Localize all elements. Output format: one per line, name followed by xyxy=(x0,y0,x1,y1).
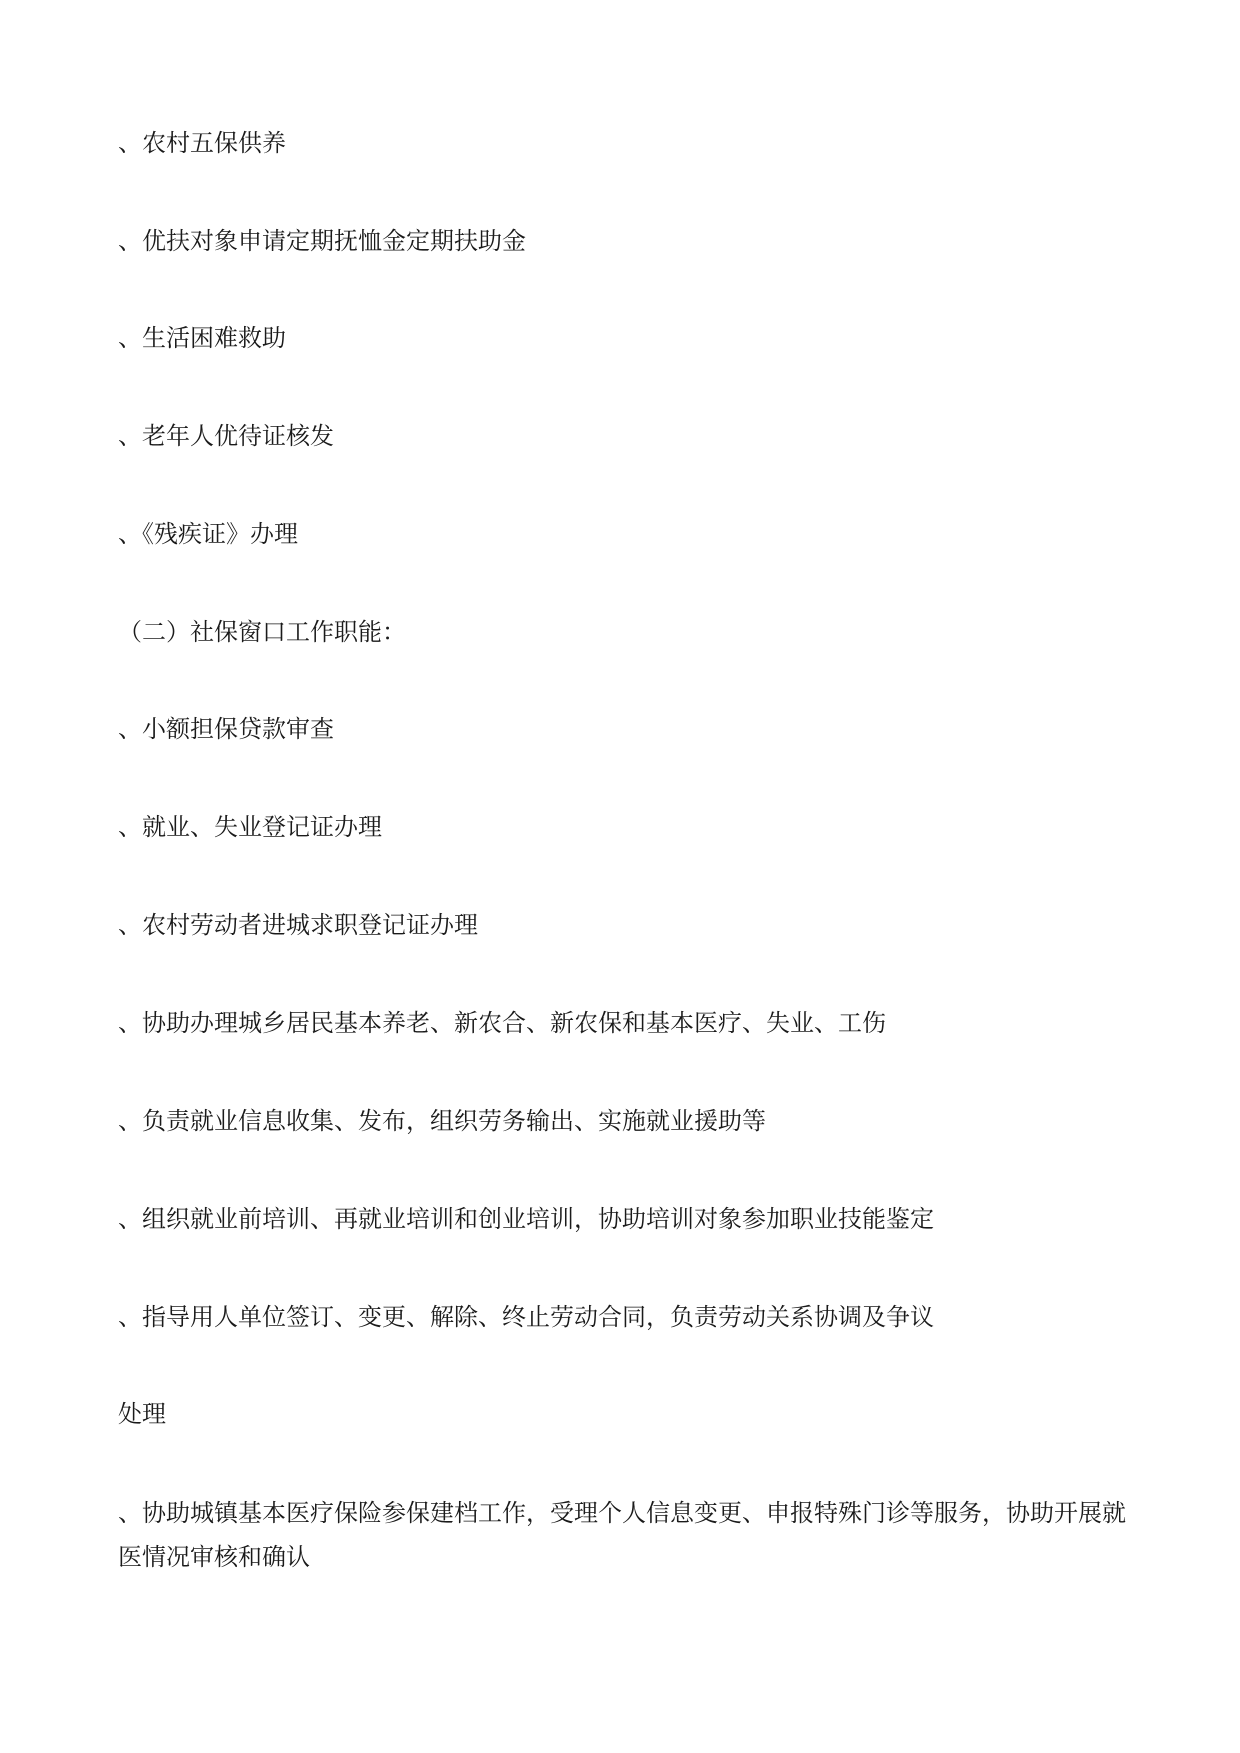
list-item-senior-card: 、老年人优待证核发 xyxy=(118,422,334,450)
list-item-medical-insurance: 、协助城镇基本医疗保险参保建档工作，受理个人信息变更、申报特殊门诊等服务，协助开展就医情况审核和确认 xyxy=(118,1499,1126,1571)
list-item-rural-five-guarantees: 、农村五保供养 xyxy=(118,129,286,157)
list-item-training: 、组织就业前培训、再就业培训和创业培训，协助培训对象参加职业技能鉴定 xyxy=(118,1205,934,1233)
list-item-hardship-relief: 、生活困难救助 xyxy=(118,324,286,352)
list-item-disability-card: 、《残疾证》办理 xyxy=(118,520,298,548)
list-item-continuation: 处理 xyxy=(118,1400,166,1428)
list-item-pension-subsidy: 、优扶对象申请定期抚恤金定期扶助金 xyxy=(118,227,526,255)
list-item-employment-info: 、负责就业信息收集、发布，组织劳务输出、实施就业援助等 xyxy=(118,1107,766,1135)
list-item-labor-contract: 、指导用人单位签订、变更、解除、终止劳动合同，负责劳动关系协调及争议 xyxy=(118,1303,934,1331)
list-item-rural-worker-registration: 、农村劳动者进城求职登记证办理 xyxy=(118,911,478,939)
list-item-insurance-assistance: 、协助办理城乡居民基本养老、新农合、新农保和基本医疗、失业、工伤 xyxy=(118,1009,886,1037)
section-heading-social-security: （二）社保窗口工作职能： xyxy=(118,618,406,646)
list-item-small-loan: 、小额担保贷款审查 xyxy=(118,715,334,743)
list-item-employment-registration: 、就业、失业登记证办理 xyxy=(118,813,382,841)
